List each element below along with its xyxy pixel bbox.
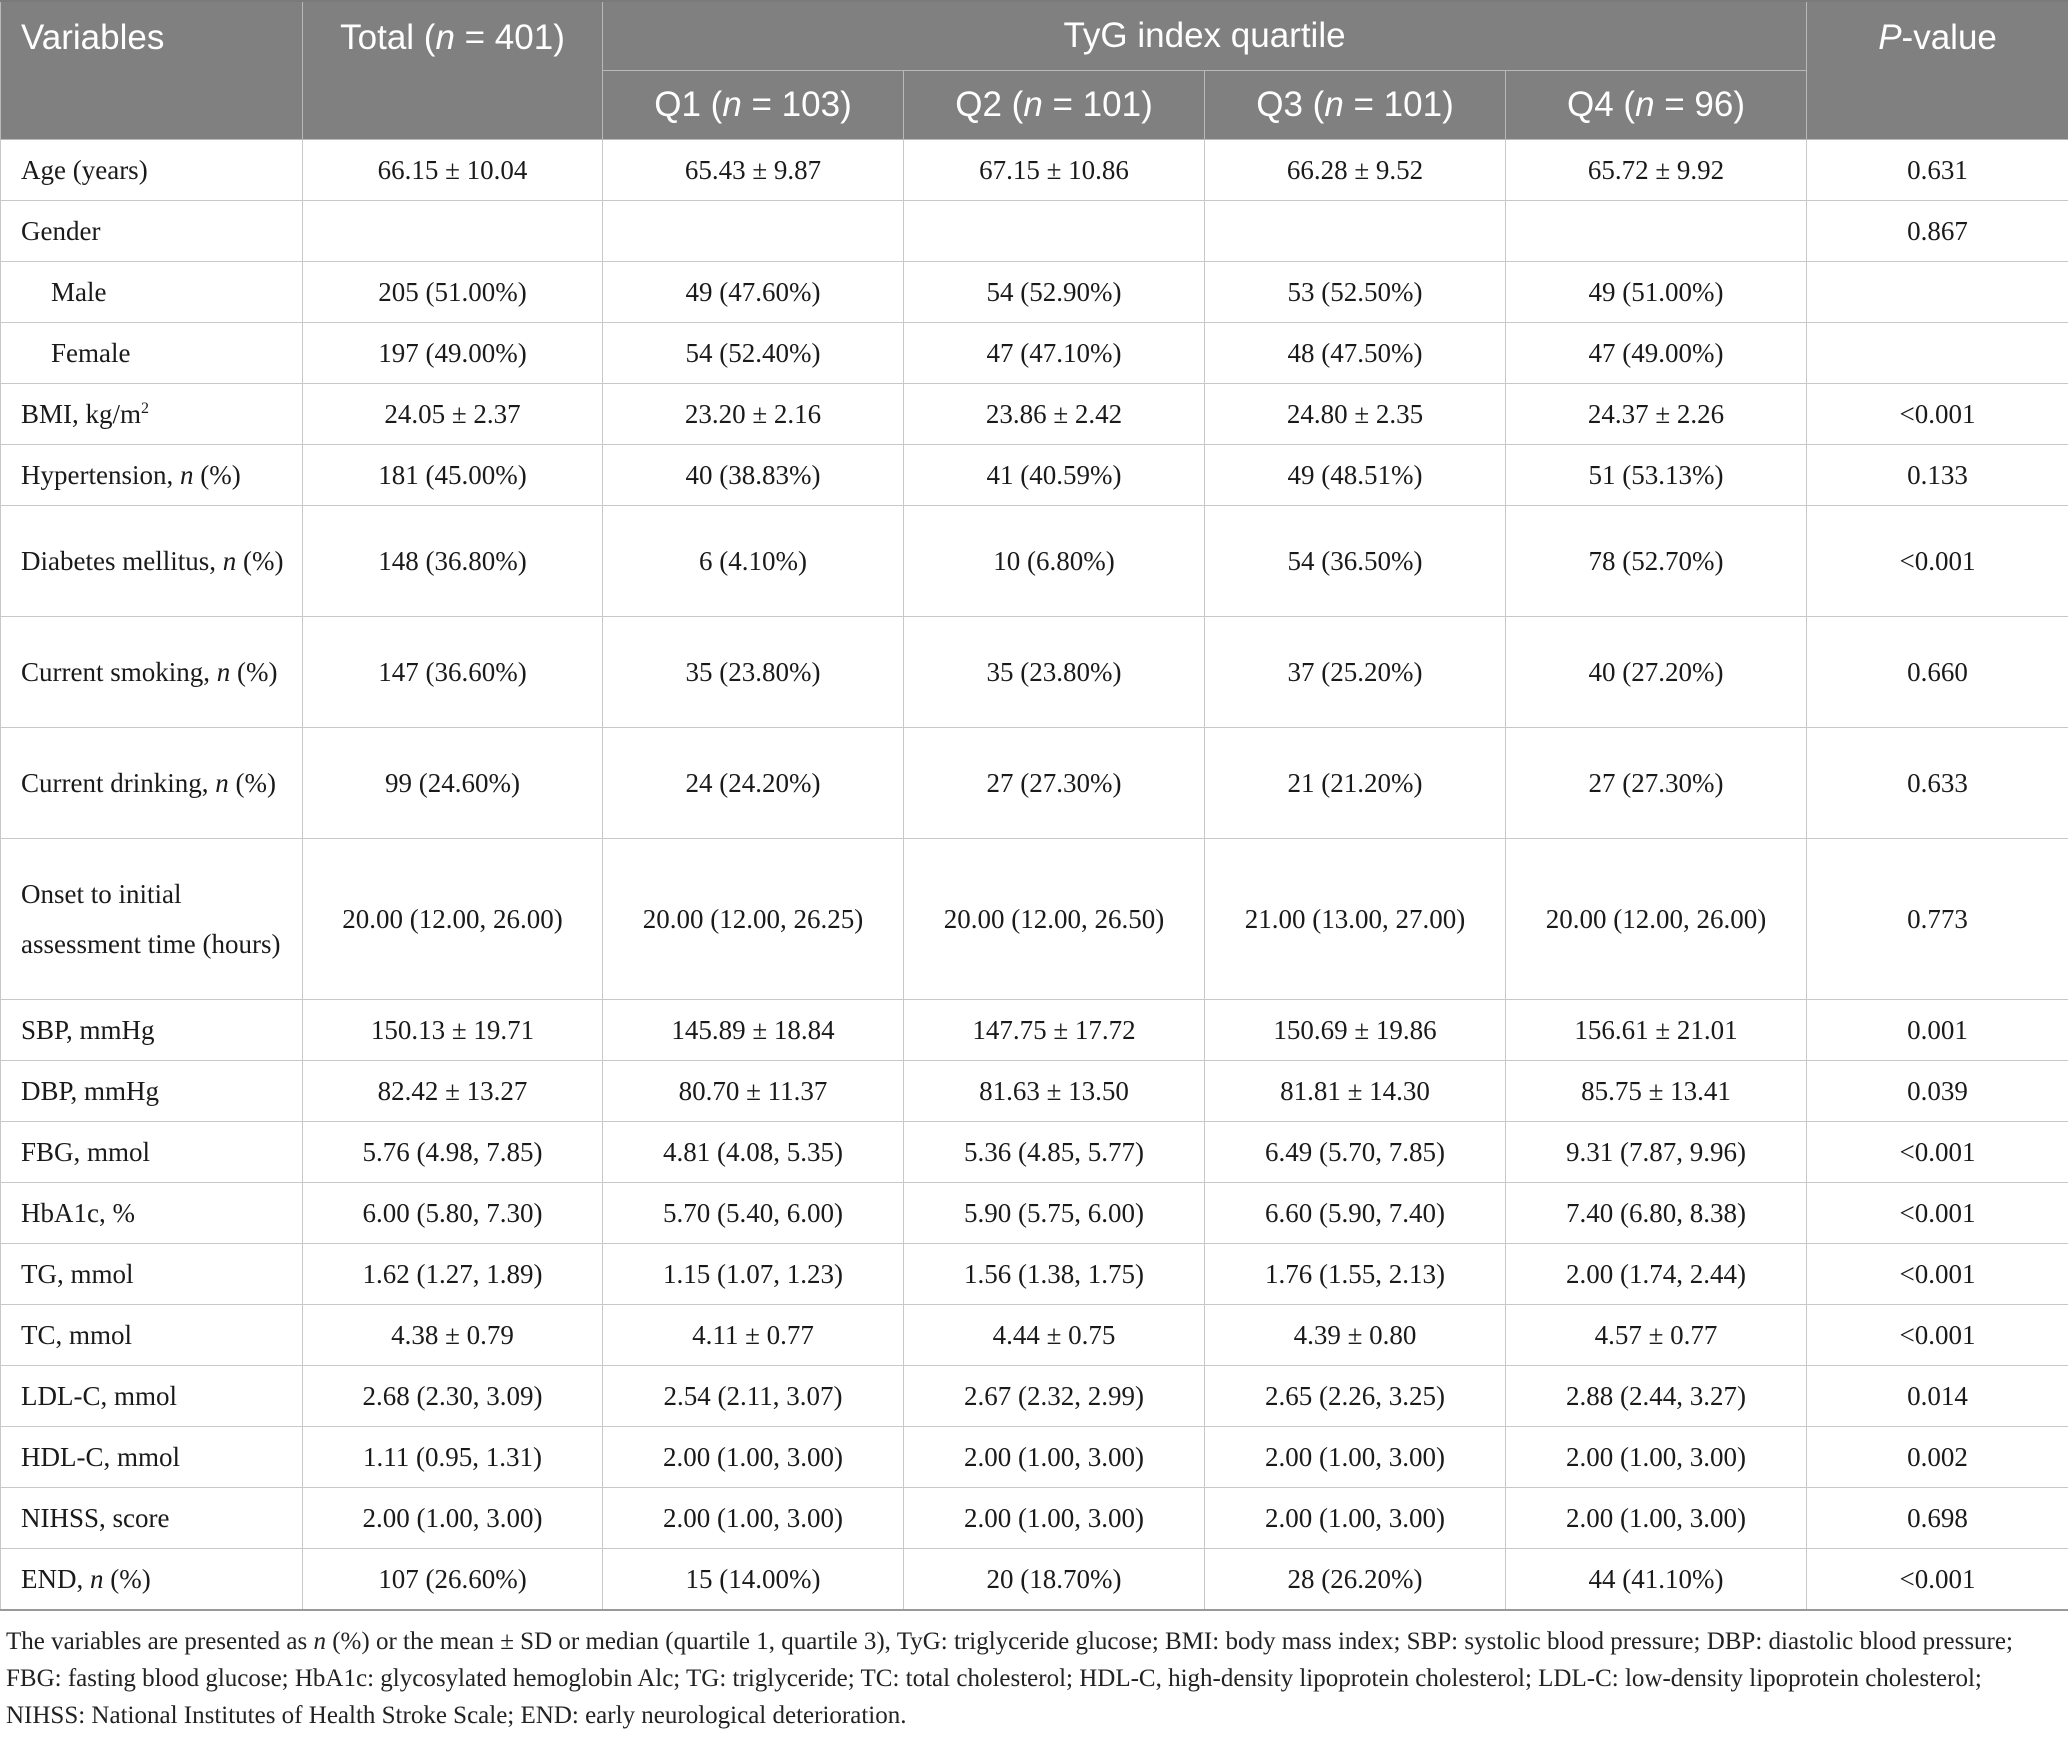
cell-q4: 65.72 ± 9.92 <box>1506 140 1807 201</box>
cell-p: 0.660 <box>1807 617 2068 728</box>
cell-p: 0.631 <box>1807 140 2068 201</box>
cell-p: 0.002 <box>1807 1427 2068 1488</box>
cell-q2: 2.00 (1.00, 3.00) <box>904 1427 1205 1488</box>
cell-q1 <box>603 201 904 262</box>
cell-total: 148 (36.80%) <box>303 506 603 617</box>
cell-total: 99 (24.60%) <box>303 728 603 839</box>
cell-p: 0.014 <box>1807 1366 2068 1427</box>
table-row <box>1 384 2068 445</box>
cell-total: 147 (36.60%) <box>303 617 603 728</box>
cell-q1: 20.00 (12.00, 26.25) <box>603 839 904 1000</box>
table-header <box>1 1 2068 140</box>
cell-q3: 53 (52.50%) <box>1205 262 1506 323</box>
table-row <box>1 262 2068 323</box>
row-variable-label: Age (years) <box>1 140 303 201</box>
cell-p <box>1807 262 2068 323</box>
cell-q4: 4.57 ± 0.77 <box>1506 1305 1807 1366</box>
cell-p: 0.039 <box>1807 1061 2068 1122</box>
cell-q3: 21.00 (13.00, 27.00) <box>1205 839 1506 1000</box>
cell-p: <0.001 <box>1807 384 2068 445</box>
cell-q2: 10 (6.80%) <box>904 506 1205 617</box>
cell-total: 4.38 ± 0.79 <box>303 1305 603 1366</box>
cell-q3: 66.28 ± 9.52 <box>1205 140 1506 201</box>
cell-p: <0.001 <box>1807 1549 2068 1611</box>
table-row <box>1 1000 2068 1061</box>
row-variable-label: Current drinking, n (%) <box>1 728 303 839</box>
cell-p: <0.001 <box>1807 506 2068 617</box>
cell-q1: 4.81 (4.08, 5.35) <box>603 1122 904 1183</box>
cell-q2 <box>904 201 1205 262</box>
cell-q1: 24 (24.20%) <box>603 728 904 839</box>
cell-q4: 47 (49.00%) <box>1506 323 1807 384</box>
table-body <box>1 140 2068 1611</box>
cell-p: <0.001 <box>1807 1183 2068 1244</box>
cell-q2: 27 (27.30%) <box>904 728 1205 839</box>
cell-q1: 2.00 (1.00, 3.00) <box>603 1488 904 1549</box>
cell-q4: 27 (27.30%) <box>1506 728 1807 839</box>
row-variable-label: Female <box>1 323 303 384</box>
cell-q2: 20.00 (12.00, 26.50) <box>904 839 1205 1000</box>
row-variable-label: Current smoking, n (%) <box>1 617 303 728</box>
cell-q4: 40 (27.20%) <box>1506 617 1807 728</box>
cell-q3: 2.00 (1.00, 3.00) <box>1205 1488 1506 1549</box>
cell-q4: 2.00 (1.00, 3.00) <box>1506 1427 1807 1488</box>
cell-p: <0.001 <box>1807 1244 2068 1305</box>
cell-q3: 37 (25.20%) <box>1205 617 1506 728</box>
cell-q3: 6.49 (5.70, 7.85) <box>1205 1122 1506 1183</box>
table-row <box>1 1427 2068 1488</box>
table-row <box>1 201 2068 262</box>
row-variable-label: NIHSS, score <box>1 1488 303 1549</box>
cell-p: 0.633 <box>1807 728 2068 839</box>
row-variable-label: Gender <box>1 201 303 262</box>
header-q3: Q3 (n = 101) <box>1205 71 1506 140</box>
cell-q1: 23.20 ± 2.16 <box>603 384 904 445</box>
row-variable-label: Onset to initial assessment time (hours) <box>1 839 303 1000</box>
cell-total: 24.05 ± 2.37 <box>303 384 603 445</box>
cell-q1: 80.70 ± 11.37 <box>603 1061 904 1122</box>
cell-q2: 47 (47.10%) <box>904 323 1205 384</box>
header-q2: Q2 (n = 101) <box>904 71 1205 140</box>
cell-q3: 1.76 (1.55, 2.13) <box>1205 1244 1506 1305</box>
cell-q3: 21 (21.20%) <box>1205 728 1506 839</box>
table-row <box>1 140 2068 201</box>
cell-p: <0.001 <box>1807 1305 2068 1366</box>
cell-q4: 85.75 ± 13.41 <box>1506 1061 1807 1122</box>
header-q4: Q4 (n = 96) <box>1506 71 1807 140</box>
cell-q4: 51 (53.13%) <box>1506 445 1807 506</box>
cell-q4: 20.00 (12.00, 26.00) <box>1506 839 1807 1000</box>
cell-q2: 81.63 ± 13.50 <box>904 1061 1205 1122</box>
cell-q2: 4.44 ± 0.75 <box>904 1305 1205 1366</box>
cell-q4: 2.00 (1.74, 2.44) <box>1506 1244 1807 1305</box>
cell-q3: 2.65 (2.26, 3.25) <box>1205 1366 1506 1427</box>
table-footnote: The variables are presented as n (%) or the mean ± SD or median (quartile 1, quartile 3), TyG: triglyceride glucose; BMI: body mass index; SBP: systolic blood pressure; DBP: diastolic blood pressure; FBG: fasting blood glucose; HbA1c: glycosylated hemoglobin Alc; TG: triglyceride; TC: total cholesterol; HDL-C, high-density lipoprotein cholesterol; LDL-C: low-density lipoprotein cholesterol; NIHSS: National Institutes of Health Stroke Scale; END: early neurological deterioration. <box>6 1628 2013 1729</box>
cell-q3: 24.80 ± 2.35 <box>1205 384 1506 445</box>
row-variable-label: END, n (%) <box>1 1549 303 1611</box>
cell-p: 0.001 <box>1807 1000 2068 1061</box>
cell-q4: 7.40 (6.80, 8.38) <box>1506 1183 1807 1244</box>
cell-q1: 40 (38.83%) <box>603 445 904 506</box>
cell-q3: 54 (36.50%) <box>1205 506 1506 617</box>
cell-q1: 4.11 ± 0.77 <box>603 1305 904 1366</box>
cell-q2: 2.00 (1.00, 3.00) <box>904 1488 1205 1549</box>
cell-total: 20.00 (12.00, 26.00) <box>303 839 603 1000</box>
cell-p: 0.867 <box>1807 201 2068 262</box>
header-total: Total (n = 401) <box>303 1 603 140</box>
cell-q2: 2.67 (2.32, 2.99) <box>904 1366 1205 1427</box>
table-row <box>1 1183 2068 1244</box>
cell-q1: 35 (23.80%) <box>603 617 904 728</box>
cell-q1: 6 (4.10%) <box>603 506 904 617</box>
cell-q1: 1.15 (1.07, 1.23) <box>603 1244 904 1305</box>
row-variable-label: TG, mmol <box>1 1244 303 1305</box>
table-row <box>1 1305 2068 1366</box>
cell-q4: 2.88 (2.44, 3.27) <box>1506 1366 1807 1427</box>
cell-q2: 147.75 ± 17.72 <box>904 1000 1205 1061</box>
cell-q2: 67.15 ± 10.86 <box>904 140 1205 201</box>
row-variable-label: Male <box>1 262 303 323</box>
cell-q3: 2.00 (1.00, 3.00) <box>1205 1427 1506 1488</box>
cell-total: 205 (51.00%) <box>303 262 603 323</box>
cell-q4 <box>1506 201 1807 262</box>
cell-total: 150.13 ± 19.71 <box>303 1000 603 1061</box>
table-row <box>1 445 2068 506</box>
cell-q2: 35 (23.80%) <box>904 617 1205 728</box>
cell-q2: 23.86 ± 2.42 <box>904 384 1205 445</box>
cell-q1: 5.70 (5.40, 6.00) <box>603 1183 904 1244</box>
table-row <box>1 1061 2068 1122</box>
cell-total: 2.00 (1.00, 3.00) <box>303 1488 603 1549</box>
header-tyg-quartile-group: TyG index quartile <box>603 1 1807 71</box>
table-row <box>1 1366 2068 1427</box>
cell-q4: 44 (41.10%) <box>1506 1549 1807 1611</box>
row-variable-label: BMI, $kg/m^2$ <box>1 384 303 445</box>
cell-q2: 5.36 (4.85, 5.77) <box>904 1122 1205 1183</box>
table-row <box>1 1244 2068 1305</box>
cell-q4: 49 (51.00%) <box>1506 262 1807 323</box>
cell-p: <0.001 <box>1807 1122 2068 1183</box>
row-variable-label: Diabetes mellitus, n (%) <box>1 506 303 617</box>
cell-q1: 15 (14.00%) <box>603 1549 904 1611</box>
cell-total: 197 (49.00%) <box>303 323 603 384</box>
table-row <box>1 1549 2068 1611</box>
cell-q1: 49 (47.60%) <box>603 262 904 323</box>
cell-q4: 156.61 ± 21.01 <box>1506 1000 1807 1061</box>
cell-q1: 2.00 (1.00, 3.00) <box>603 1427 904 1488</box>
cell-q3 <box>1205 201 1506 262</box>
cell-q1: 145.89 ± 18.84 <box>603 1000 904 1061</box>
table-row <box>1 839 2068 1000</box>
cell-q3: 150.69 ± 19.86 <box>1205 1000 1506 1061</box>
cell-q2: 54 (52.90%) <box>904 262 1205 323</box>
cell-q4: 24.37 ± 2.26 <box>1506 384 1807 445</box>
cell-total: 1.62 (1.27, 1.89) <box>303 1244 603 1305</box>
cell-q3: 28 (26.20%) <box>1205 1549 1506 1611</box>
cell-p: 0.698 <box>1807 1488 2068 1549</box>
row-variable-label: Hypertension, n (%) <box>1 445 303 506</box>
cell-q2: 41 (40.59%) <box>904 445 1205 506</box>
table-row <box>1 1122 2068 1183</box>
cell-total: 66.15 ± 10.04 <box>303 140 603 201</box>
row-variable-label: FBG, mmol <box>1 1122 303 1183</box>
cell-total <box>303 201 603 262</box>
table-row <box>1 728 2068 839</box>
cell-total: 5.76 (4.98, 7.85) <box>303 1122 603 1183</box>
cell-q1: 54 (52.40%) <box>603 323 904 384</box>
row-variable-label: HDL-C, mmol <box>1 1427 303 1488</box>
table-row <box>1 323 2068 384</box>
table-row <box>1 506 2068 617</box>
cell-q2: 1.56 (1.38, 1.75) <box>904 1244 1205 1305</box>
row-variable-label: DBP, mmHg <box>1 1061 303 1122</box>
header-q1: Q1 (n = 103) <box>603 71 904 140</box>
row-variable-label: SBP, mmHg <box>1 1000 303 1061</box>
row-variable-label: LDL-C, mmol <box>1 1366 303 1427</box>
cell-p <box>1807 323 2068 384</box>
cell-total: 107 (26.60%) <box>303 1549 603 1611</box>
cell-q1: 2.54 (2.11, 3.07) <box>603 1366 904 1427</box>
cell-q3: 4.39 ± 0.80 <box>1205 1305 1506 1366</box>
header-variables: Variables <box>1 1 303 140</box>
cell-q3: 81.81 ± 14.30 <box>1205 1061 1506 1122</box>
cell-q4: 2.00 (1.00, 3.00) <box>1506 1488 1807 1549</box>
cell-q3: 49 (48.51%) <box>1205 445 1506 506</box>
table-row <box>1 1488 2068 1549</box>
cell-q3: 48 (47.50%) <box>1205 323 1506 384</box>
cell-q4: 78 (52.70%) <box>1506 506 1807 617</box>
row-variable-label: HbA1c, % <box>1 1183 303 1244</box>
table-row <box>1 617 2068 728</box>
row-variable-label: TC, mmol <box>1 1305 303 1366</box>
cell-total: 82.42 ± 13.27 <box>303 1061 603 1122</box>
cell-q2: 20 (18.70%) <box>904 1549 1205 1611</box>
cell-q1: 65.43 ± 9.87 <box>603 140 904 201</box>
cell-q4: 9.31 (7.87, 9.96) <box>1506 1122 1807 1183</box>
header-p-value: P-value <box>1807 1 2068 140</box>
cell-total: 6.00 (5.80, 7.30) <box>303 1183 603 1244</box>
cell-total: 181 (45.00%) <box>303 445 603 506</box>
cell-total: 1.11 (0.95, 1.31) <box>303 1427 603 1488</box>
cell-p: 0.133 <box>1807 445 2068 506</box>
cell-q3: 6.60 (5.90, 7.40) <box>1205 1183 1506 1244</box>
cell-p: 0.773 <box>1807 839 2068 1000</box>
cell-total: 2.68 (2.30, 3.09) <box>303 1366 603 1427</box>
cell-q2: 5.90 (5.75, 6.00) <box>904 1183 1205 1244</box>
